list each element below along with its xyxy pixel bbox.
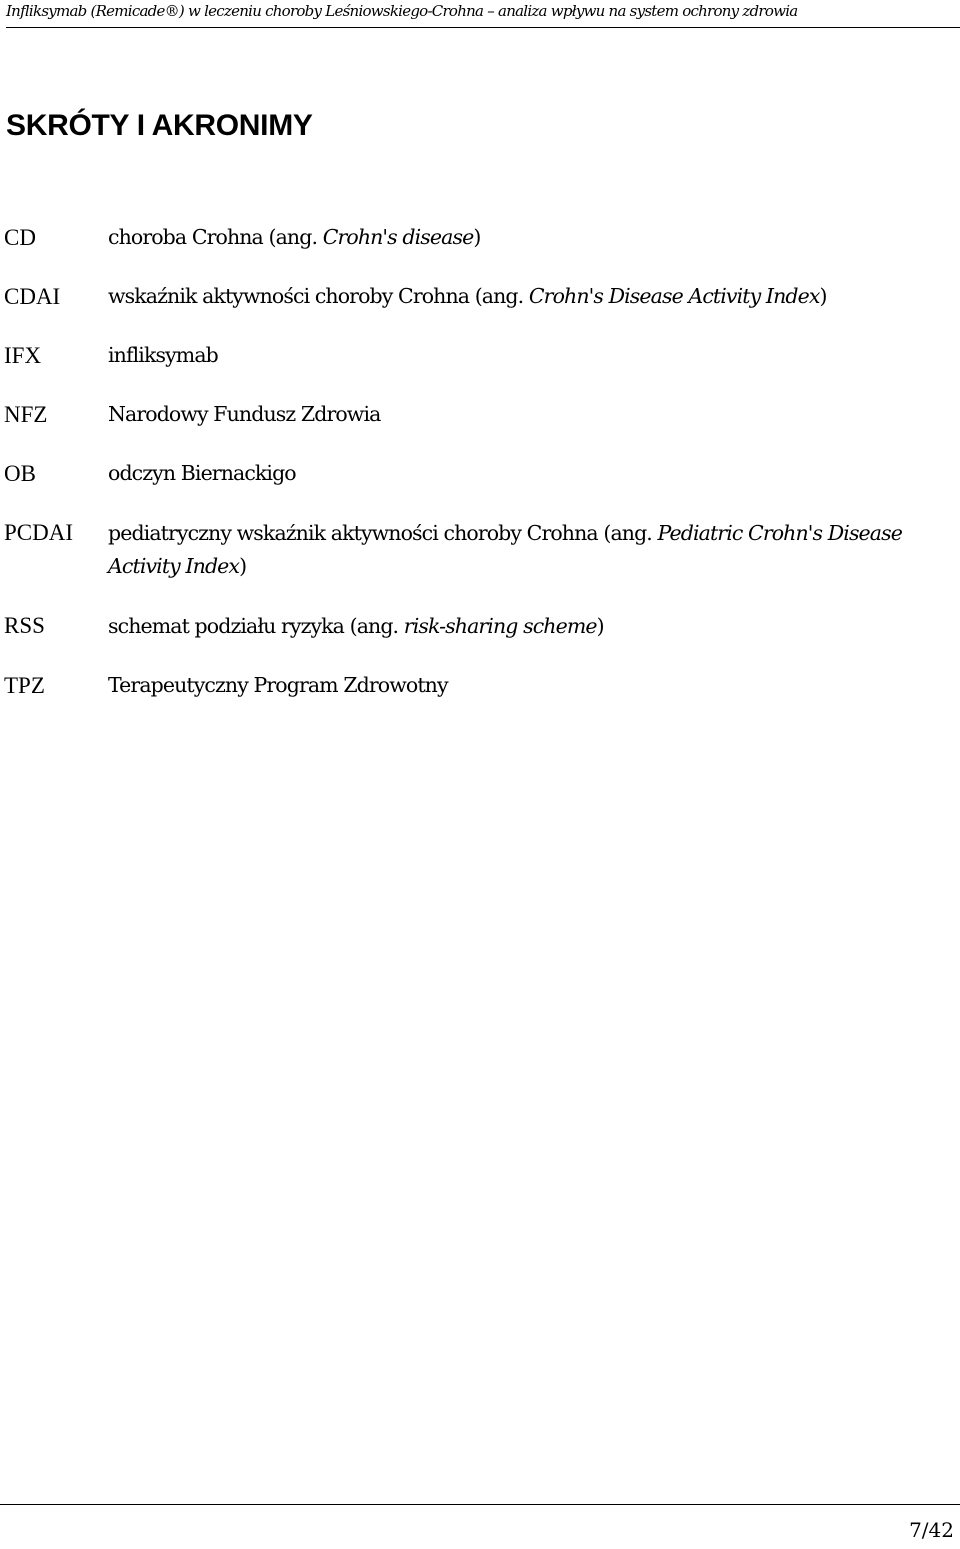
definition-tpz bbox=[108, 669, 938, 702]
definition-pcdai-english: Pediatric Crohn's Disease Activity Index bbox=[108, 521, 902, 578]
definition-pcdai-suffix: ) bbox=[239, 554, 247, 578]
definition-tpz-text: Terapeutyczny Program Zdrowotny bbox=[108, 673, 448, 697]
definition-cdai-suffix: ) bbox=[819, 284, 827, 308]
acronym-tpz: TPZ bbox=[4, 673, 45, 698]
definition-nfz bbox=[108, 398, 938, 431]
definition-cdai-text: wskaźnik aktywności choroby Crohna (ang. bbox=[108, 284, 529, 308]
page-number: 7/42 bbox=[909, 1518, 954, 1542]
definition-rss bbox=[108, 610, 938, 643]
definition-cd-english: Crohn's disease bbox=[322, 225, 474, 249]
running-header-title: Infliksymab (Remicade®) w leczeniu choroby Leśniowskiego-Crohna – analiza wpływu na system ochrony zdrowia bbox=[6, 2, 798, 20]
acronym-ob: OB bbox=[4, 461, 36, 486]
definition-cd bbox=[108, 221, 938, 254]
definition-rss-text: schemat podziału ryzyka (ang. bbox=[108, 614, 404, 638]
definition-rss-english: risk-sharing scheme bbox=[403, 614, 597, 638]
definition-pcdai-text: pediatryczny wskaźnik aktywności choroby Crohna (ang. bbox=[108, 521, 658, 545]
definition-ifx-text: infliksymab bbox=[108, 343, 218, 367]
page-title: SKRÓTY I AKRONIMY bbox=[6, 109, 313, 142]
definition-cdai-english: Crohn's Disease Activity Index bbox=[528, 284, 820, 308]
acronym-cd: CD bbox=[4, 225, 36, 250]
acronym-rss: RSS bbox=[4, 613, 45, 638]
acronym-pcdai: PCDAI bbox=[4, 520, 74, 545]
acronym-nfz: NFZ bbox=[4, 402, 48, 427]
footer-rule bbox=[0, 1504, 960, 1505]
running-header bbox=[6, 0, 960, 28]
definition-cd-suffix: ) bbox=[473, 225, 481, 249]
definition-cdai bbox=[108, 280, 938, 313]
definition-ob bbox=[108, 457, 938, 490]
acronym-cdai: CDAI bbox=[4, 284, 61, 309]
definition-ifx bbox=[108, 339, 938, 372]
definition-nfz-text: Narodowy Fundusz Zdrowia bbox=[108, 402, 381, 426]
acronym-ifx: IFX bbox=[4, 343, 42, 368]
definition-cd-text: choroba Crohna (ang. bbox=[108, 225, 323, 249]
definition-pcdai bbox=[108, 517, 908, 583]
definition-rss-suffix: ) bbox=[596, 614, 604, 638]
definition-ob-text: odczyn Biernackigo bbox=[108, 461, 296, 485]
